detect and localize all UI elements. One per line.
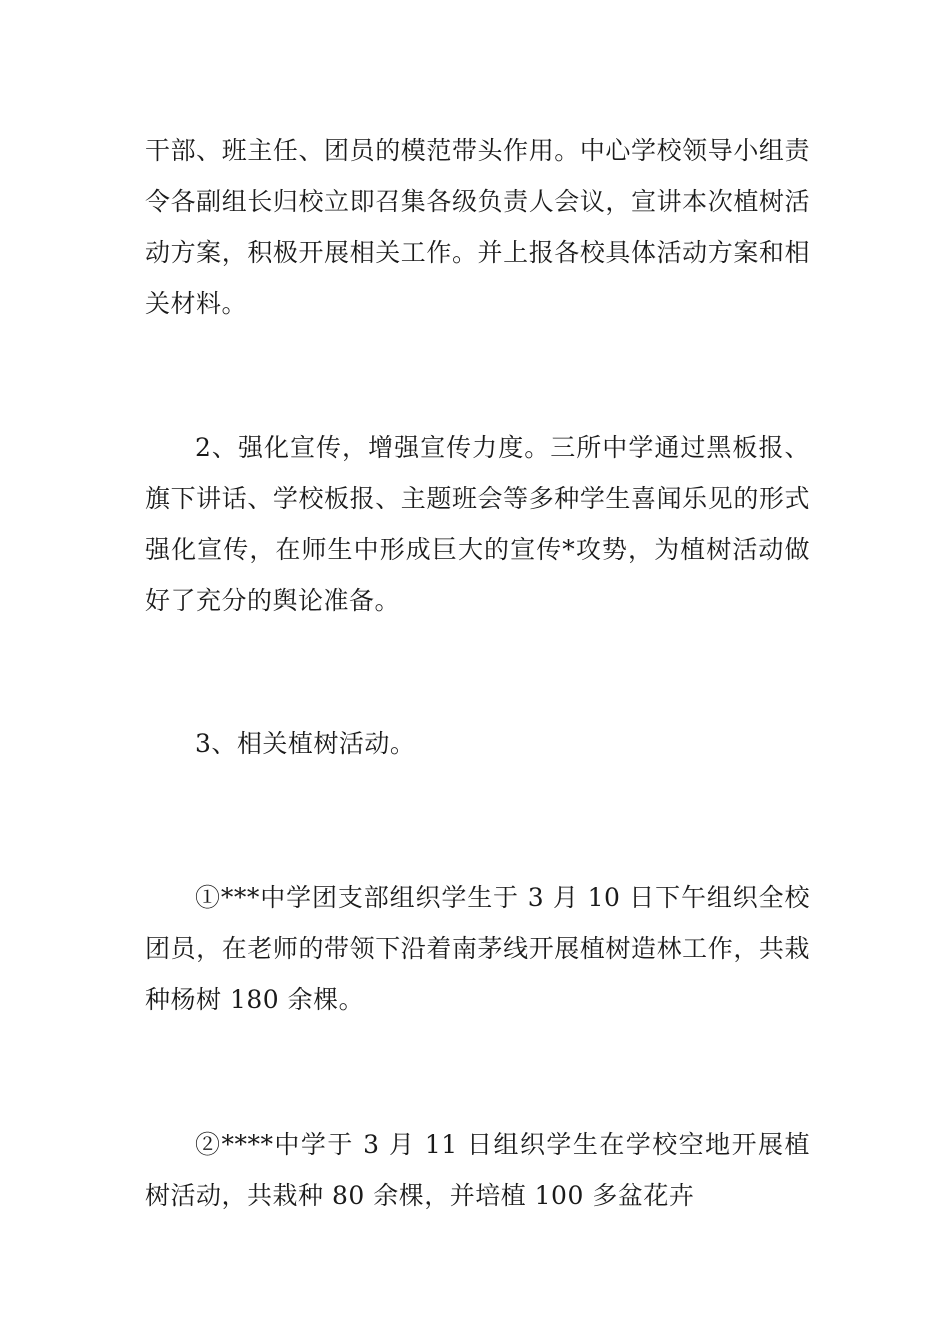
paragraph-activity-item-2: ②****中学于 3 月 11 日组织学生在学校空地开展植树活动，共栽种 80 余棵，并培植 100 多盆花卉	[145, 1130, 810, 1210]
paragraph-publicity: 2、强化宣传，增强宣传力度。三所中学通过黑板报、旗下讲话、学校板报、主题班会等多种学生喜闻乐见的形式强化宣传，在师生中形成巨大的宣传*攻势，为植树活动做好了充分的舆论准备。	[145, 433, 810, 615]
paragraph-leadership-duties: 干部、班主任、团员的模范带头作用。中心学校领导小组责令各副组长归校立即召集各级负责人会议，宣讲本次植树活动方案，积极开展相关工作。并上报各校具体活动方案和相关材料。	[145, 136, 810, 318]
paragraph-activity-item-1: ①***中学团支部组织学生于 3 月 10 日下午组织全校团员，在老师的带领下沿着南茅线开展植树造林工作，共栽种杨树 180 余棵。	[145, 883, 810, 1014]
paragraph-tree-planting-heading: 3、相关植树活动。	[195, 729, 416, 758]
